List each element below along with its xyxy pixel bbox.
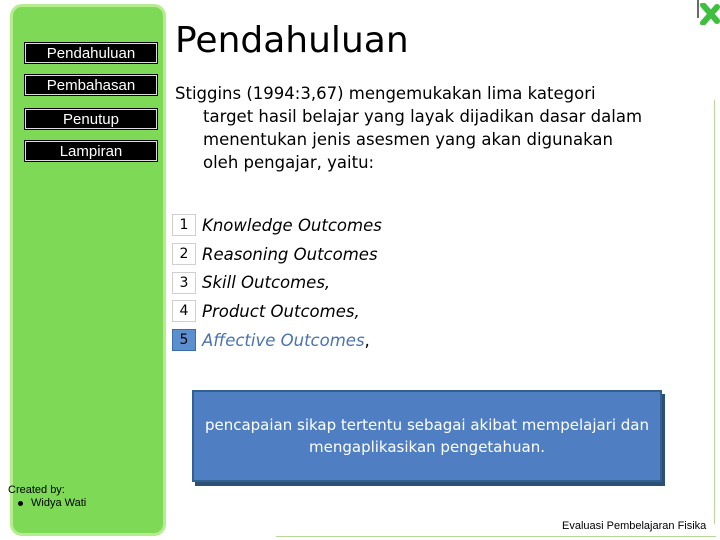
created-by-label: Created by: xyxy=(8,484,65,496)
bottom-border-line xyxy=(276,536,716,537)
created-by-block xyxy=(8,484,86,509)
outcome-item-2[interactable] xyxy=(172,240,382,269)
outcome-item-4[interactable] xyxy=(172,297,382,326)
outcome-number: 2 xyxy=(172,243,196,265)
outcome-label: Product Outcomes, xyxy=(202,301,360,321)
top-divider-line xyxy=(697,0,699,18)
author-name: Widya Wati xyxy=(31,497,87,509)
nav-button-lampiran[interactable]: Lampiran xyxy=(25,141,157,161)
sidebar-panel xyxy=(10,4,166,536)
nav-button-pendahuluan[interactable]: Pendahuluan xyxy=(25,43,157,63)
close-x-icon[interactable] xyxy=(700,3,720,25)
author-item xyxy=(8,497,86,509)
outcome-number: 3 xyxy=(172,272,196,294)
outcome-suffix: , xyxy=(364,330,370,350)
intro-paragraph: Stiggins (1994:3,67) mengemukakan lima kategori target hasil belajar yang layak dijadikan dasar dalam menentukan jenis asesmen yang akan digunakan oleh pengajar, yaitu: xyxy=(175,84,643,172)
nav-button-penutup[interactable]: Penutup xyxy=(25,109,157,129)
outcome-label: Knowledge Outcomes xyxy=(202,215,382,235)
outcome-item-3[interactable] xyxy=(172,268,382,297)
outcome-item-1[interactable] xyxy=(172,211,382,240)
page-title: Pendahuluan xyxy=(175,20,409,61)
outcome-label: Affective Outcomes xyxy=(202,330,365,350)
footer-text: Evaluasi Pembelajaran Fisika xyxy=(562,520,707,532)
outcome-item-5[interactable] xyxy=(172,326,382,355)
right-border-line xyxy=(714,100,715,524)
outcome-number: 4 xyxy=(172,300,196,322)
bullet-icon xyxy=(18,501,23,506)
outcomes-list xyxy=(172,211,382,354)
outcome-number-selected: 5 xyxy=(172,329,196,351)
outcome-label: Skill Outcomes, xyxy=(202,273,331,293)
outcome-label: Reasoning Outcomes xyxy=(202,244,378,264)
nav-button-pembahasan[interactable]: Pembahasan xyxy=(25,75,157,95)
outcome-number: 1 xyxy=(172,214,196,236)
callout-box: pencapaian sikap tertentu sebagai akibat mempelajari dan mengaplikasikan pengetahuan. xyxy=(192,390,662,482)
